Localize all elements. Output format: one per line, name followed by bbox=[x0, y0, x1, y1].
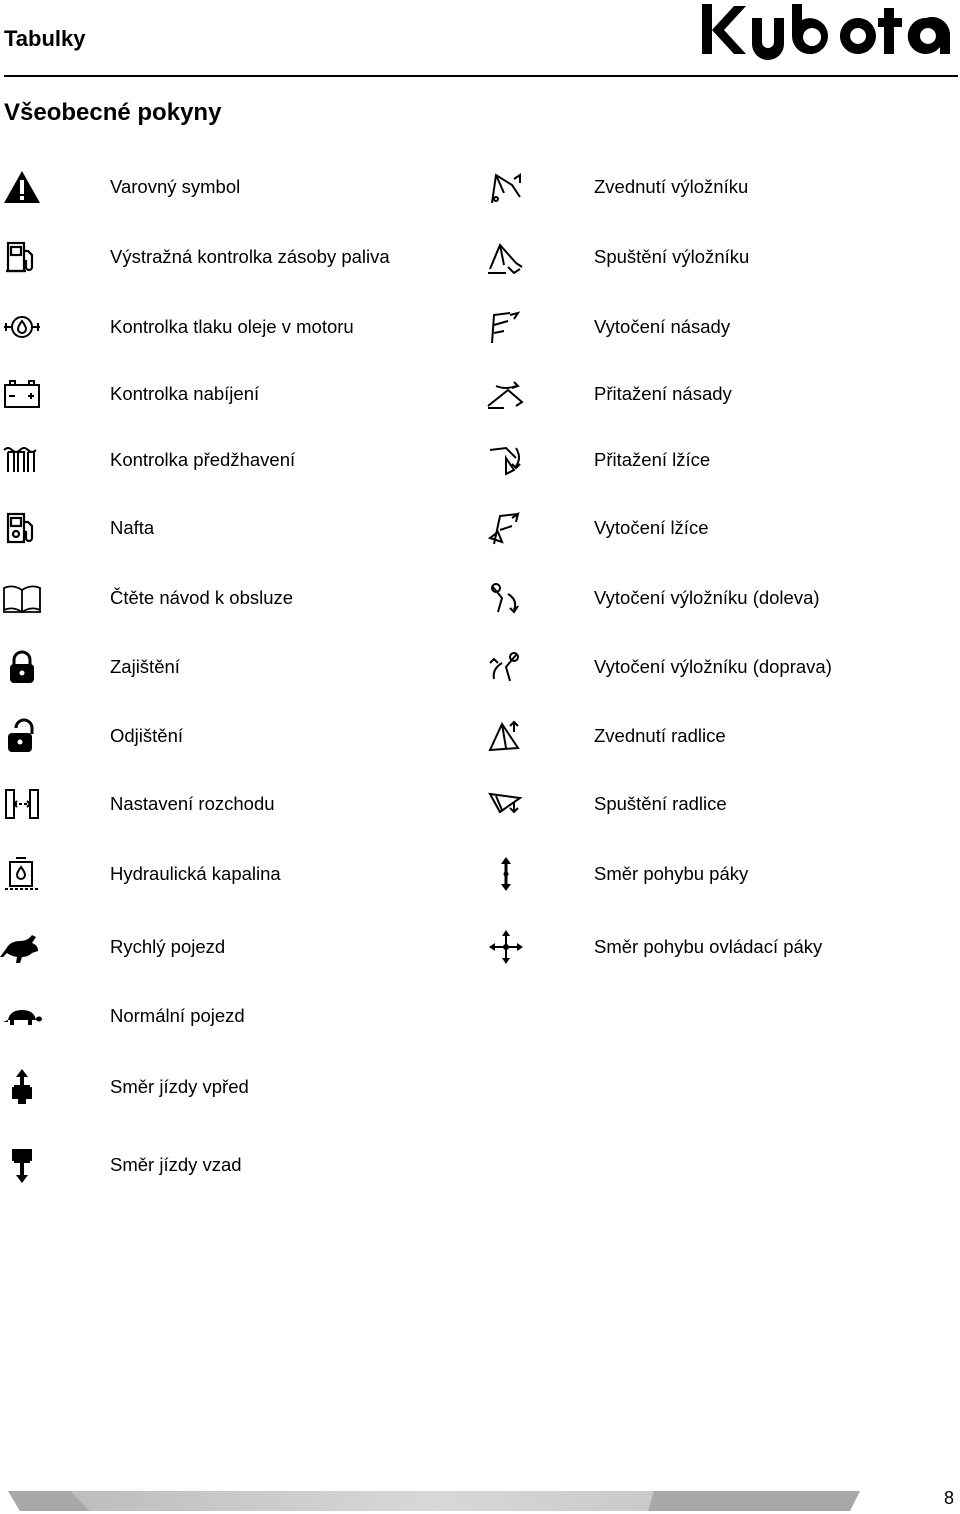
warning-triangle-icon bbox=[0, 167, 44, 207]
blade-lower-icon bbox=[484, 784, 528, 824]
list-item bbox=[484, 307, 954, 347]
list-item bbox=[0, 167, 470, 207]
page-number: 8 bbox=[943, 1488, 954, 1508]
list-item bbox=[0, 508, 470, 548]
list-item bbox=[484, 716, 954, 756]
fuel-warning-icon bbox=[0, 237, 44, 277]
boom-raise-icon bbox=[484, 167, 528, 207]
travel-forward-icon bbox=[0, 1067, 44, 1107]
list-item bbox=[484, 578, 954, 618]
list-item bbox=[484, 647, 954, 687]
list-item-label: Směr jízdy vzad bbox=[110, 1154, 242, 1175]
list-item-label: Vytočení výložníku (doleva) bbox=[594, 587, 820, 608]
list-item-label: Vytočení výložníku (doprava) bbox=[594, 656, 832, 677]
rabbit-fast-icon bbox=[0, 927, 44, 967]
oil-pressure-icon bbox=[0, 307, 44, 347]
list-item bbox=[0, 374, 470, 414]
list-item-label: Směr pohybu páky bbox=[594, 863, 749, 884]
diesel-pump-icon bbox=[0, 508, 44, 548]
list-item bbox=[484, 237, 954, 277]
arm-out-icon bbox=[484, 307, 528, 347]
list-item bbox=[484, 854, 954, 894]
list-item-label: Kontrolka tlaku oleje v motoru bbox=[110, 316, 354, 337]
battery-icon bbox=[0, 374, 44, 414]
lever-vertical-arrows-icon bbox=[484, 854, 528, 894]
glow-plug-icon bbox=[0, 440, 44, 480]
list-item-label: Spuštění výložníku bbox=[594, 246, 750, 267]
list-item-label: Rychlý pojezd bbox=[110, 936, 226, 957]
list-item bbox=[0, 927, 470, 967]
list-item bbox=[484, 374, 954, 414]
list-item-label: Směr pohybu ovládací páky bbox=[594, 936, 823, 957]
list-item bbox=[0, 1067, 470, 1107]
bucket-dump-icon bbox=[484, 508, 528, 548]
list-item-label: Nastavení rozchodu bbox=[110, 793, 275, 814]
list-item-label: Hydraulická kapalina bbox=[110, 863, 281, 884]
travel-reverse-icon bbox=[0, 1145, 44, 1185]
list-item bbox=[0, 647, 470, 687]
list-item-label: Čtěte návod k obsluze bbox=[110, 587, 294, 608]
list-item bbox=[484, 440, 954, 480]
turtle-slow-icon bbox=[0, 996, 44, 1036]
list-item-label: Vytočení lžíce bbox=[594, 517, 709, 538]
list-item-label: Přitažení lžíce bbox=[594, 449, 711, 470]
list-item-label: Výstražná kontrolka zásoby paliva bbox=[110, 246, 390, 267]
list-item-label: Odjištění bbox=[110, 725, 184, 746]
manual-book-icon bbox=[0, 578, 44, 618]
list-item-label: Zajištění bbox=[110, 656, 180, 677]
boom-swing-left-icon bbox=[484, 578, 528, 618]
list-item bbox=[484, 508, 954, 548]
list-item bbox=[0, 784, 470, 824]
blade-raise-icon bbox=[484, 716, 528, 756]
list-item bbox=[0, 578, 470, 618]
bucket-curl-icon bbox=[484, 440, 528, 480]
lock-icon bbox=[0, 647, 44, 687]
list-item bbox=[0, 996, 470, 1036]
list-item-label: Směr jízdy vpřed bbox=[110, 1076, 249, 1097]
boom-swing-right-icon bbox=[484, 647, 528, 687]
header-divider bbox=[4, 75, 958, 77]
footer-bar bbox=[8, 1491, 860, 1511]
list-item-label: Spuštění radlice bbox=[594, 793, 727, 814]
list-item-label: Kontrolka předžhavení bbox=[110, 449, 296, 470]
list-item bbox=[0, 307, 470, 347]
list-item bbox=[0, 1145, 470, 1185]
kubota-logo bbox=[700, 2, 958, 60]
list-item-label: Zvednutí radlice bbox=[594, 725, 726, 746]
arm-in-icon bbox=[484, 374, 528, 414]
boom-lower-icon bbox=[484, 237, 528, 277]
list-item bbox=[484, 167, 954, 207]
track-width-icon bbox=[0, 784, 44, 824]
list-item bbox=[0, 440, 470, 480]
list-item-label: Varovný symbol bbox=[110, 176, 241, 197]
page-header-title: Tabulky bbox=[4, 26, 86, 51]
list-item bbox=[0, 237, 470, 277]
list-item bbox=[484, 784, 954, 824]
list-item bbox=[484, 927, 954, 967]
list-item bbox=[0, 716, 470, 756]
section-title: Všeobecné pokyny bbox=[4, 99, 222, 126]
list-item-label: Přitažení násady bbox=[594, 383, 732, 404]
list-item-label: Normální pojezd bbox=[110, 1005, 245, 1026]
lever-cross-arrows-icon bbox=[484, 927, 528, 967]
list-item-label: Zvednutí výložníku bbox=[594, 176, 749, 197]
list-item-label: Kontrolka nabíjení bbox=[110, 383, 260, 404]
list-item-label: Vytočení násady bbox=[594, 316, 731, 337]
list-item-label: Nafta bbox=[110, 517, 155, 538]
list-item bbox=[0, 854, 470, 894]
unlock-icon bbox=[0, 716, 44, 756]
hydraulic-fluid-icon bbox=[0, 854, 44, 894]
